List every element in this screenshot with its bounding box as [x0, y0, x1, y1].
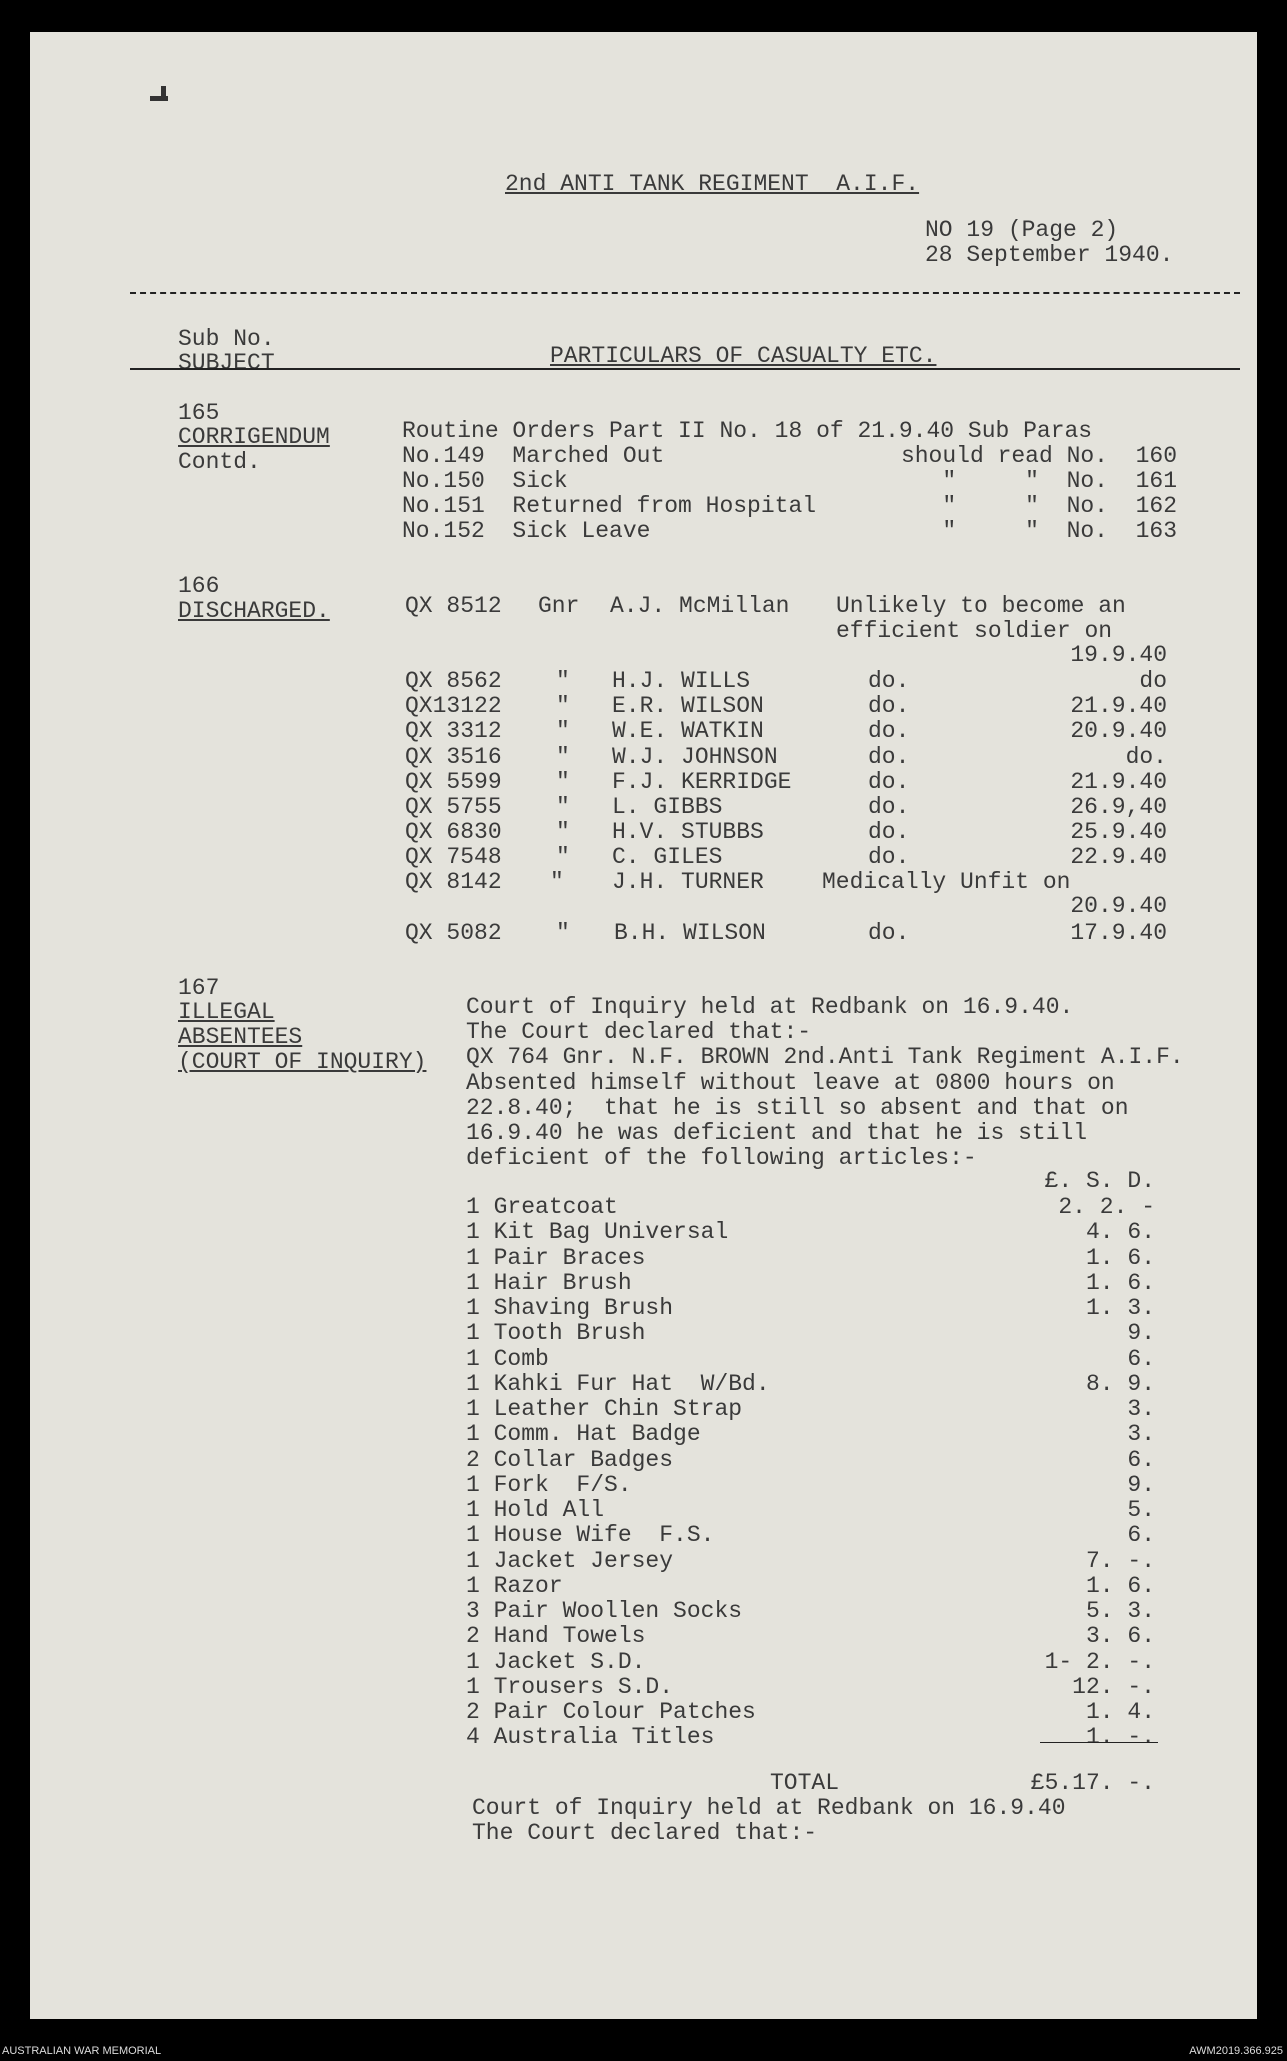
service-number: QX 5082 [405, 920, 502, 946]
discharge-reason: do. [868, 668, 910, 694]
discharge-reason: do. [868, 819, 910, 846]
article-cost: 7. -. [1085, 1547, 1155, 1574]
article-cost: 6. [1127, 1446, 1155, 1473]
header-rule [130, 292, 1240, 294]
inquiry-text-line: The Court declared that:- [466, 1019, 812, 1046]
col-sub-no: Sub No. [178, 326, 275, 352]
article-cost: 4. 6. [1085, 1219, 1155, 1246]
article-item: 1 Hair Brush [466, 1269, 632, 1296]
subject-167: ILLEGAL [178, 999, 275, 1025]
service-number: QX 5599 [405, 768, 502, 795]
soldier-name: A.J. McMillan [610, 593, 790, 619]
discharge-date: 20.9.40 [1070, 718, 1167, 745]
article-item: 1 Jacket S.D. [466, 1648, 646, 1675]
corrigendum-line: Routine Orders Part II No. 18 of 21.9.40 Sub Paras [402, 418, 1093, 444]
article-cost: 1. 3. [1085, 1295, 1155, 1321]
article-cost: 6. [1127, 1522, 1155, 1549]
article-cost: 8. 9. [1085, 1370, 1155, 1397]
article-cost: 1. 6. [1085, 1244, 1155, 1271]
inquiry-text-line: Court of Inquiry held at Redbank on 16.9.40. [466, 994, 1074, 1020]
discharge-reason: Medically Unfit on [822, 869, 1071, 895]
article-item: 1 Tooth Brush [466, 1320, 646, 1347]
total-rule [1040, 1742, 1158, 1743]
soldier-name: L. GIBBS [612, 794, 723, 820]
corrigendum-row-right: should read No. 160 [900, 443, 1177, 469]
rank: " [556, 668, 570, 694]
rank: " [556, 693, 570, 720]
rank: " [556, 743, 570, 770]
article-item: 1 Hold All [466, 1497, 605, 1523]
discharge-reason: Unlikely to become an [836, 593, 1126, 619]
discharge-date: 21.9.40 [1070, 768, 1167, 795]
service-number: QX 8142 [405, 869, 502, 895]
article-item: 2 Pair Colour Patches [466, 1699, 756, 1725]
inquiry-text-line: Absented himself without leave at 0800 hours on [466, 1069, 1115, 1096]
rank: " [556, 718, 570, 745]
article-cost: 6. [1127, 1345, 1155, 1372]
article-cost: 1- 2. -. [1044, 1648, 1155, 1675]
inquiry-text-line: Court of Inquiry held at Redbank on 16.9.40 [472, 1795, 1066, 1821]
inquiry-text-line: The Court declared that:- [472, 1820, 818, 1846]
service-number: QX 7548 [405, 844, 502, 871]
soldier-name: W.J. JOHNSON [612, 743, 778, 770]
soldier-name: E.R. WILSON [612, 693, 764, 720]
sub-no-167: 167 [178, 975, 220, 1001]
discharge-reason: do. [868, 743, 910, 770]
discharge-date: 22.9.40 [1070, 844, 1167, 871]
soldier-name: H.J. WILLS [612, 668, 751, 694]
corrigendum-row-right: " " No. 161 [942, 468, 1177, 494]
rank: " [556, 819, 570, 846]
columns-rule [130, 368, 1240, 370]
article-cost: 12. -. [1072, 1673, 1155, 1700]
article-cost: 1. 6. [1085, 1269, 1155, 1296]
subject-167: (COURT OF INQUIRY) [178, 1049, 427, 1075]
soldier-name: J.H. TURNER [612, 869, 764, 895]
article-item: 1 Greatcoat [466, 1194, 618, 1220]
rank: Gnr [538, 593, 580, 619]
article-cost: 5. 3. [1085, 1598, 1155, 1624]
order-date: 28 September 1940. [925, 242, 1174, 268]
discharge-date: 25.9.40 [1070, 819, 1167, 846]
article-item: 1 Razor [466, 1572, 563, 1599]
article-cost: 3. [1127, 1396, 1155, 1422]
discharge-reason: efficient soldier on [836, 618, 1113, 644]
service-number: QX13122 [405, 693, 502, 720]
discharge-date: do [1139, 668, 1167, 694]
discharge-date: 26.9,40 [1070, 794, 1167, 820]
article-item: 1 Kit Bag Universal [466, 1219, 729, 1246]
soldier-name: F.J. KERRIDGE [612, 768, 792, 795]
discharge-date: 19.9.40 [1070, 642, 1167, 668]
order-number: NO 19 (Page 2) [925, 217, 1119, 243]
inquiry-text-line: 16.9.40 he was deficient and that he is still [466, 1120, 1088, 1146]
article-item: 1 Comb [466, 1345, 549, 1372]
article-item: 1 Shaving Brush [466, 1295, 674, 1321]
article-item: 4 Australia Titles [466, 1724, 715, 1751]
article-cost: 9. [1127, 1320, 1155, 1347]
article-cost: 3. 6. [1085, 1623, 1155, 1650]
corrigendum-row-left: No.151 Returned from Hospital [402, 493, 817, 519]
corrigendum-row-right: " " No. 163 [942, 518, 1177, 544]
rank: " [556, 768, 570, 795]
soldier-name: C. GILES [612, 844, 723, 871]
inquiry-text-line: QX 764 Gnr. N.F. BROWN 2nd.Anti Tank Regiment A.I.F. [466, 1044, 1184, 1071]
article-item: 1 Pair Braces [466, 1244, 646, 1271]
currency-header: £. S. D. [1044, 1168, 1155, 1194]
discharge-reason: do. [868, 693, 910, 720]
discharge-date: do. [1125, 743, 1167, 770]
article-cost: 9. [1127, 1471, 1155, 1498]
rank: " [550, 869, 564, 895]
sub-no-166: 166 [178, 573, 220, 599]
article-cost: 2. 2. - [1058, 1194, 1155, 1220]
discharge-reason: do. [868, 920, 910, 946]
article-item: 1 Fork F/S. [466, 1471, 632, 1498]
discharge-reason: do. [868, 794, 910, 820]
article-item: 1 House Wife F.S. [466, 1522, 715, 1549]
discharge-date: 17.9.40 [1070, 920, 1167, 946]
soldier-name: W.E. WATKIN [612, 718, 764, 745]
article-item: 1 Jacket Jersey [466, 1547, 674, 1574]
footer-credit: AUSTRALIAN WAR MEMORIAL [2, 2045, 162, 2057]
sub-no-165: 165 [178, 400, 220, 426]
corrigendum-row-left: No.150 Sick [402, 468, 568, 494]
soldier-name: H.V. STUBBS [612, 819, 764, 846]
discharge-reason: do. [868, 844, 910, 871]
service-number: QX 3312 [405, 718, 502, 745]
discharge-reason: do. [868, 718, 910, 745]
article-cost: 5. [1127, 1497, 1155, 1523]
rank: " [556, 920, 570, 946]
discharge-date: 20.9.40 [1070, 893, 1167, 919]
article-item: 2 Collar Badges [466, 1446, 674, 1473]
article-item: 1 Kahki Fur Hat W/Bd. [466, 1370, 770, 1397]
col-subject: SUBJECT [178, 350, 275, 376]
rank: " [556, 844, 570, 871]
corrigendum-row-left: No.149 Marched Out [402, 443, 665, 469]
inquiry-text-line: deficient of the following articles:- [466, 1145, 977, 1172]
service-number: QX 8562 [405, 668, 502, 694]
col-particulars: PARTICULARS OF CASUALTY ETC. [550, 343, 937, 369]
article-item: 3 Pair Woollen Socks [466, 1598, 743, 1624]
subject-166: DISCHARGED. [178, 598, 330, 624]
subject-165-contd: Contd. [178, 449, 261, 475]
discharge-reason: do. [868, 768, 910, 795]
service-number: QX 8512 [405, 593, 502, 619]
article-cost: 1. 6. [1085, 1572, 1155, 1599]
subject-167: ABSENTEES [178, 1024, 303, 1050]
regiment-title: 2nd ANTI TANK REGIMENT A.I.F. [505, 171, 920, 197]
service-number: QX 5755 [405, 794, 502, 820]
service-number: QX 3516 [405, 743, 502, 770]
service-number: QX 6830 [405, 819, 502, 846]
total-value: £5.17. -. [1030, 1770, 1155, 1796]
article-item: 1 Leather Chin Strap [466, 1396, 743, 1422]
discharge-date: 21.9.40 [1070, 693, 1167, 720]
article-item: 1 Comm. Hat Badge [466, 1421, 701, 1448]
footer-accession: AWM2019.366.925 [1189, 2045, 1283, 2057]
paper-mark [161, 86, 166, 98]
inquiry-text-line: 22.8.40; that he is still so absent and that on [466, 1094, 1129, 1121]
total-label: TOTAL [770, 1770, 840, 1796]
article-item: 1 Trousers S.D. [466, 1673, 674, 1700]
article-cost: 1. 4. [1085, 1699, 1155, 1725]
article-cost: 1. -. [1085, 1724, 1155, 1751]
article-item: 2 Hand Towels [466, 1623, 646, 1650]
article-cost: 3. [1127, 1421, 1155, 1448]
rank: " [556, 794, 570, 820]
corrigendum-row-right: " " No. 162 [942, 493, 1177, 519]
corrigendum-row-left: No.152 Sick Leave [402, 518, 651, 544]
subject-165: CORRIGENDUM [178, 424, 330, 450]
soldier-name: B.H. WILSON [614, 920, 766, 946]
